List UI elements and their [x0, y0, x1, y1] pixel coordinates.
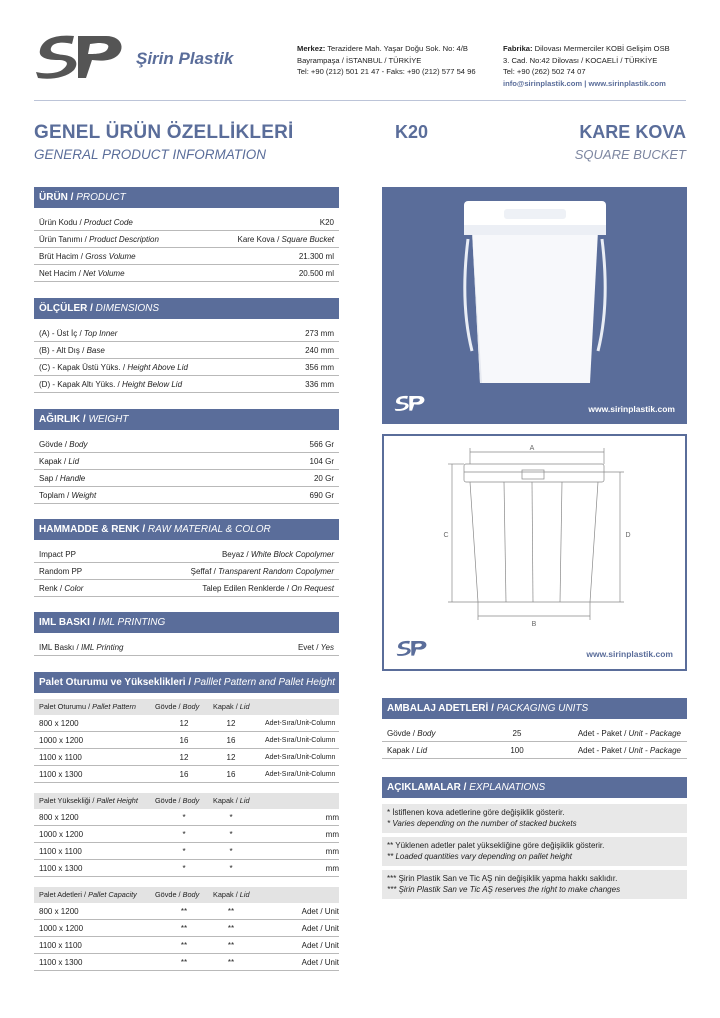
dim-label-c: C — [443, 532, 449, 539]
section-header: AĞIRLIK / WEIGHT — [34, 409, 339, 430]
weight-row: Kapak / Lid 104 Gr — [34, 453, 339, 470]
packaging-row: Kapak / Lid 100 Adet - Paket / Unit - Package — [382, 742, 687, 759]
dim-label-a: A — [529, 445, 535, 452]
table-header: Palet Oturumu / Pallet Pattern Gövde / Body Kapak / Lid — [34, 699, 339, 715]
table-row: 1100 x 1100 12 12 Adet-Sıra/Unit-Column — [34, 749, 339, 766]
material-row: Renk / Color Talep Edilen Renklerde / On Request — [34, 580, 339, 597]
technical-drawing-panel — [382, 434, 687, 671]
table-row: 1000 x 1200 * * mm — [34, 826, 339, 843]
company-logo-small — [394, 392, 426, 414]
product-row: Ürün Kodu / Product Code K20 — [34, 214, 339, 231]
website-link[interactable]: www.sirinplastik.com — [586, 649, 673, 659]
company-logo — [34, 30, 126, 82]
table-header: Palet Yüksekliği / Pallet Height Gövde / Body Kapak / Lid — [34, 793, 339, 809]
factory-label: Fabrika: — [503, 44, 533, 53]
pallet-section — [34, 672, 339, 971]
dim-label-b: B — [531, 621, 537, 628]
product-section — [34, 187, 339, 282]
table-row: 800 x 1200 ** ** Adet / Unit — [34, 903, 339, 920]
section-header: AÇIKLAMALAR / EXPLANATIONS — [382, 777, 687, 798]
company-logo-small — [396, 637, 428, 659]
hq-line: Tel: +90 (212) 501 21 47 - Faks: +90 (212) 577 54 96 — [297, 67, 476, 76]
material-row: Impact PP Beyaz / White Block Copolymer — [34, 546, 339, 563]
bucket-photo — [452, 191, 617, 391]
section-header: IML BASKI / IML PRINTING — [34, 612, 339, 633]
packaging-row: Gövde / Body 25 Adet - Paket / Unit - Package — [382, 725, 687, 742]
hq-line: Bayrampaşa / İSTANBUL / TÜRKİYE — [297, 55, 422, 65]
hq-line: Terazidere Mah. Yaşar Doğu Sok. No: 4/B — [327, 44, 468, 53]
contact-links[interactable]: info@sirinplastik.com | www.sirinplastik.com — [503, 78, 666, 88]
pallet-capacity-table — [34, 887, 339, 971]
table-row: 1100 x 1300 * * mm — [34, 860, 339, 877]
dimensions-section — [34, 298, 339, 393]
explanation-note: * İstiflenen kova adetlerine göre değişiklik gösterir. * Varies depending on the number of stacked buckets — [382, 804, 687, 833]
website-link[interactable]: www.sirinplastik.com — [588, 404, 675, 414]
section-header: HAMMADDE & RENK / RAW MATERIAL & COLOR — [34, 519, 339, 540]
section-header: ÖLÇÜLER / DIMENSIONS — [34, 298, 339, 319]
table-header: Palet Adetleri / Pallet Capacity Gövde / Body Kapak / Lid — [34, 887, 339, 903]
material-section — [34, 519, 339, 597]
dim-label-d: D — [625, 532, 631, 539]
section-header: AMBALAJ ADETLERİ / PACKAGING UNITS — [382, 698, 687, 719]
brand-name: Şirin Plastik — [136, 49, 234, 68]
packaging-section — [382, 698, 687, 759]
header-divider — [34, 100, 686, 101]
weight-row: Gövde / Body 566 Gr — [34, 436, 339, 453]
table-row: 800 x 1200 12 12 Adet-Sıra/Unit-Column — [34, 715, 339, 732]
factory-address — [503, 43, 670, 89]
product-row: Ürün Tanımı / Product Description Kare Kova / Square Bucket — [34, 231, 339, 248]
pallet-pattern-table — [34, 699, 339, 783]
dimension-row: (B) - Alt Dış / Base 240 mm — [34, 342, 339, 359]
table-row: 1100 x 1100 * * mm — [34, 843, 339, 860]
factory-line: 3. Cad. No:42 Dilovası / KOCAELİ / TÜRKİYE — [503, 55, 658, 65]
dimension-row: (C) - Kapak Üstü Yüks. / Height Above Lid 356 mm — [34, 359, 339, 376]
pallet-height-table — [34, 793, 339, 877]
product-photo-panel — [382, 187, 687, 424]
table-row: 1100 x 1300 ** ** Adet / Unit — [34, 954, 339, 971]
dimension-row: (D) - Kapak Altı Yüks. / Height Below Lid 336 mm — [34, 376, 339, 393]
explanations-section — [382, 777, 687, 903]
hq-label: Merkez: — [297, 44, 326, 53]
weight-row: Sap / Handle 20 Gr — [34, 470, 339, 487]
table-row: 1100 x 1300 16 16 Adet-Sıra/Unit-Column — [34, 766, 339, 783]
weight-row: Toplam / Weight 690 Gr — [34, 487, 339, 504]
section-header: ÜRÜN / PRODUCT — [34, 187, 339, 208]
bucket-drawing — [414, 442, 654, 632]
iml-row: IML Baskı / IML Printing Evet / Yes — [34, 639, 339, 656]
table-row: 1000 x 1200 16 16 Adet-Sıra/Unit-Column — [34, 732, 339, 749]
page-subtitle: GENERAL PRODUCT INFORMATION — [34, 147, 267, 162]
material-row: Random PP Şeffaf / Transparent Random Copolymer — [34, 563, 339, 580]
explanation-note: ** Yüklenen adetler palet yüksekliğine göre değişiklik gösterir. ** Loaded quantities vary depending on pallet height — [382, 837, 687, 866]
explanation-note: *** Şirin Plastik San ve Tic AŞ nin değişiklik yapma hakkı saklıdır. *** Şirin Plastik San ve Tic AŞ reserves the right to make changes — [382, 870, 687, 899]
factory-line: Dilovası Mermerciler KOBİ Gelişim OSB — [534, 44, 670, 53]
dimension-row: (A) - Üst İç / Top Inner 273 mm — [34, 325, 339, 342]
section-header: Palet Oturumu ve Yükseklikleri / Palllet Pattern and Pallet Height — [34, 672, 339, 693]
weight-section — [34, 409, 339, 504]
page-title: GENEL ÜRÜN ÖZELLİKLERİ — [34, 122, 294, 143]
product-name: KARE KOVA — [579, 122, 686, 142]
table-row: 800 x 1200 * * mm — [34, 809, 339, 826]
hq-address — [297, 43, 476, 78]
factory-line: Tel: +90 (262) 502 74 07 — [503, 67, 586, 76]
product-row: Net Hacim / Net Volume 20.500 ml — [34, 265, 339, 282]
product-code: K20 — [395, 122, 429, 142]
product-row: Brüt Hacim / Gross Volume 21.300 ml — [34, 248, 339, 265]
iml-section — [34, 612, 339, 656]
table-row: 1100 x 1100 ** ** Adet / Unit — [34, 937, 339, 954]
product-name-en: SQUARE BUCKET — [574, 147, 686, 162]
table-row: 1000 x 1200 ** ** Adet / Unit — [34, 920, 339, 937]
